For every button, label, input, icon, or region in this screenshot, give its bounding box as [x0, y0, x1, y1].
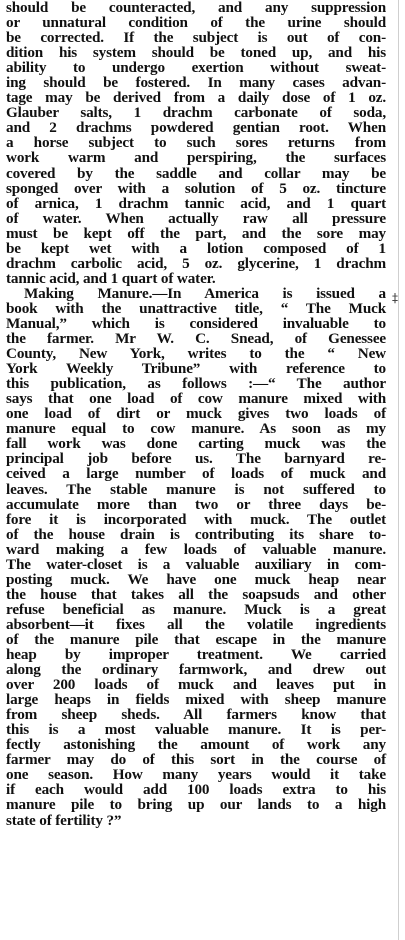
- article-line: York Weekly Tribune” with reference to: [6, 360, 386, 378]
- article-line: the farmer. Mr W. C. Snead, of Genessee: [6, 330, 386, 348]
- article-line: along the ordinary farmwork, and drew out: [6, 661, 386, 679]
- article-line: fore it is incorporated with muck. The outlet: [6, 510, 386, 528]
- article-line: ability to undergo exertion without sweat-: [6, 59, 386, 77]
- article-end-line: state of fertility ?”: [6, 811, 122, 829]
- article-line: of the manure pile that escape in the manure: [6, 630, 386, 648]
- column-rule: [398, 0, 399, 940]
- article-line: leaves. The stable manure is not suffered to: [6, 480, 386, 498]
- article-line: principal job before us. The barnyard re-: [6, 450, 386, 468]
- article-line: this is a most valuable manure. It is per-: [6, 721, 386, 739]
- article-line: be kept wet with a lotion composed of 1: [6, 239, 386, 257]
- article-line: should be counteracted, and any suppression: [6, 0, 386, 16]
- article-line: of water. When actually raw all pressure: [6, 209, 386, 227]
- article-line: one load of dirt or muck gives two loads of: [6, 405, 386, 423]
- article-line: The water-closet is a valuable auxiliary in com-: [6, 555, 386, 573]
- article-line: from sheep sheds. All farmers know that: [6, 706, 386, 724]
- article-line: Manual,” which is considered invaluable to: [6, 314, 386, 332]
- article-line: or unnatural condition of the urine should: [6, 14, 386, 32]
- article-line: ward making a few loads of valuable manure.: [6, 540, 386, 558]
- article-line: book with the unattractive title, “ The Muck: [6, 299, 386, 317]
- article-line: of arnica, 1 drachm tannic acid, and 1 quart: [6, 194, 386, 212]
- article-line: dition his system should be toned up, and his: [6, 44, 386, 62]
- article-line: heap by improper treatment. We carried: [6, 646, 386, 664]
- section-heading-line: Making Manure.—In America is issued a: [24, 284, 386, 302]
- article-line: fectly astonishing the amount of work any: [6, 736, 386, 754]
- article-line: manure pile to bring up our lands to a high: [6, 796, 386, 814]
- article-line: and 2 drachms powdered gentian root. When: [6, 119, 386, 137]
- article-line: Glauber salts, 1 drachm carbonate of soda,: [6, 104, 386, 122]
- article-line: ing should be fostered. In many cases advan-: [6, 74, 386, 92]
- article-line: covered by the saddle and collar may be: [6, 164, 386, 182]
- article-line: the house that takes all the soapsuds and other: [6, 585, 386, 603]
- article-line: one season. How many years would it take: [6, 766, 386, 784]
- article-line: ceived a large number of loads of muck and: [6, 465, 386, 483]
- article-line: manure equal to cow manure. As soon as my: [6, 420, 386, 438]
- article-line: sponged over with a solution of 5 oz. tincture: [6, 179, 386, 197]
- article-line: over 200 loads of muck and leaves put in: [6, 676, 386, 694]
- article-line: must be kept off the part, and the sore may: [6, 224, 386, 242]
- article-line: this publication, as follows :—“ The author: [6, 375, 386, 393]
- article-line: large heaps in fields mixed with sheep manure: [6, 691, 386, 709]
- article-line: absorbent—it fixes all the volatile ingredients: [6, 615, 386, 633]
- article-line: if each would add 100 loads extra to his: [6, 781, 386, 799]
- article-line: posting muck. We have one muck heap near: [6, 570, 386, 588]
- article-line: drachm carbolic acid, 5 oz. glycerine, 1 drachm: [6, 254, 386, 272]
- article-line: tage may be derived from a daily dose of 1 oz.: [6, 89, 386, 107]
- article-line: work warm and perspiring, the surfaces: [6, 149, 386, 167]
- article-line: farmer may do of this sort in the course of: [6, 751, 386, 769]
- article-line: refuse beneficial as manure. Muck is a great: [6, 600, 386, 618]
- article-line: of the house drain is contributing its share to-: [6, 525, 386, 543]
- article-line: accumulate more than two or three days be-: [6, 495, 386, 513]
- article-line: fall work was done carting muck was the: [6, 435, 386, 453]
- article-line: be corrected. If the subject is out of con-: [6, 29, 386, 47]
- article-line: says that one load of cow manure mixed with: [6, 390, 386, 408]
- article-line: a horse subject to such sores returns from: [6, 134, 386, 152]
- article-line: County, New York, writes to the “ New: [6, 345, 386, 363]
- paragraph-end-line: tannic acid, and 1 quart of water.: [6, 269, 216, 287]
- margin-mark-icon: ‡: [392, 291, 398, 305]
- article-column: [6, 0, 386, 828]
